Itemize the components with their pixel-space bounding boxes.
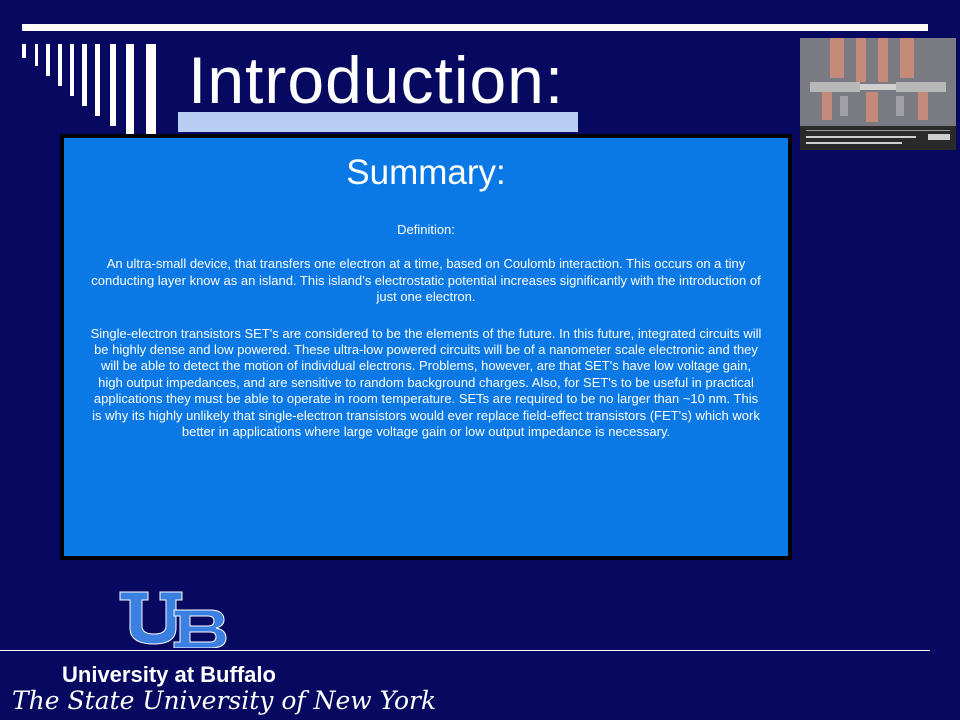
- stripe: [95, 44, 100, 116]
- panel-heading: Summary:: [346, 153, 506, 192]
- university-name: University at Buffalo: [62, 662, 276, 687]
- definition-text: An ultra-small device, that transfers one electron at a time, based on Coulomb interaction. This occurs on a tiny conducting layer know as an island. This island’s electrostatic potential increases significantly with the introduction of just one electron.: [91, 256, 761, 305]
- university-subtitle: The State University of New York: [12, 686, 437, 715]
- footer-rule: [0, 650, 930, 651]
- stripe: [110, 44, 116, 126]
- stripe: [82, 44, 87, 106]
- summary-panel: [60, 134, 792, 560]
- definition-label: Definition:: [397, 222, 455, 237]
- ub-logo: [118, 588, 228, 648]
- micrograph-graphic: [800, 38, 956, 150]
- top-rule: [22, 24, 928, 31]
- panel-body: [90, 222, 762, 440]
- stripe: [146, 44, 156, 134]
- stripe: [58, 44, 62, 86]
- stripe: [22, 44, 26, 58]
- stripe: [46, 44, 50, 76]
- footer-logo: [0, 588, 960, 720]
- stripe: [70, 44, 74, 96]
- slide-title: Introduction:: [188, 43, 565, 117]
- sem-micrograph-image: [800, 38, 956, 150]
- body-text: Single-electron transistors SET's are considered to be the elements of the future. In this future, integrated circuits will be highly dense and low powered. These ultra-low powered circuits will be of a nanometer scale electronic and they will be able to detect the motion of individual electrons. Problems, however, are that SET's have low voltage gain, high output impedances, and are sensitive to random background charges. Also, for SET's to be useful in practical applications they must be able to operate in room temperature. SETs are required to be no larger than ~10 nm. This is why its highly unlikely that single-electron transistors would ever replace field-effect transistors (FET's) which work better in applications where large voltage gain or low output impedance is necessary.: [90, 325, 762, 440]
- decorative-stripes: [22, 44, 162, 134]
- stripe: [126, 44, 134, 134]
- stripe: [35, 44, 38, 66]
